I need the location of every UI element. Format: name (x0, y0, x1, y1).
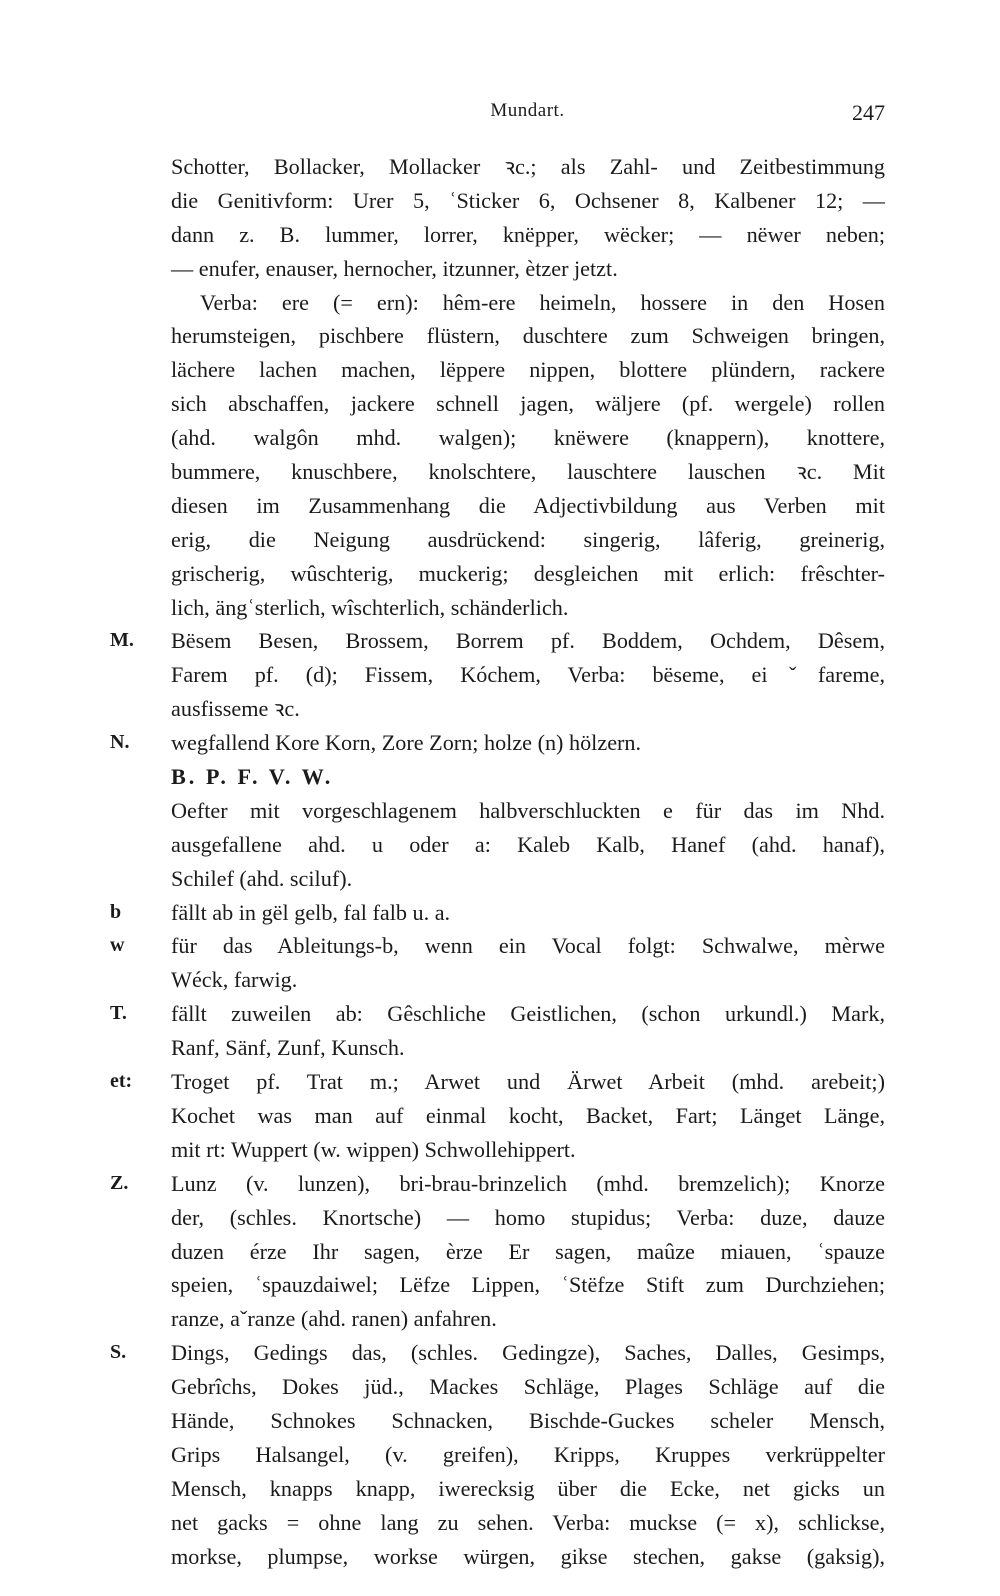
line-text: Troget pf. Trat m.; Arwet und Ärwet Arbeit (mhd. arebeit;) (171, 1069, 885, 1095)
line-text: B. P. F. V. W. (171, 764, 334, 790)
text-line (0, 353, 1000, 387)
section-marker: w (110, 934, 125, 957)
text-line (0, 286, 1000, 320)
line-text: die Genitivform: Urer 5, ʿSticker 6, Ochsener 8, Kalbener 12; — (171, 187, 885, 213)
line-text: speien, ʿspauzdaiwel; Lëfze Lippen, ʿStëfze Stift zum Durchziehen; (171, 1272, 885, 1298)
text-line (0, 1438, 1000, 1472)
text-line (0, 591, 1000, 625)
text-line (0, 828, 1000, 862)
text-line (0, 658, 1000, 692)
line-text: fällt zuweilen ab: Gêschliche Geistlichen, (schon urkundl.) Mark, (171, 1001, 885, 1027)
text-line (0, 624, 1000, 658)
section-marker: Z. (110, 1171, 129, 1194)
line-text: — enufer, enauser, hernocher, itzunner, ètzer jetzt. (171, 255, 618, 281)
text-line (0, 252, 1000, 286)
text-line (0, 929, 1000, 963)
text-line (0, 692, 1000, 726)
text-line (0, 726, 1000, 760)
text-line (0, 557, 1000, 591)
text-line (0, 421, 1000, 455)
text-line (0, 760, 1000, 794)
text-line (0, 1065, 1000, 1099)
line-text: Verba: ere (= ern): hêm-ere heimeln, hossere in den Hosen (200, 289, 885, 315)
text-line (0, 150, 1000, 184)
text-line (0, 218, 1000, 252)
line-text: lächere lachen machen, lëppere nippen, blottere plündern, rackere (171, 357, 885, 383)
line-text: ranze, aˇranze (ahd. ranen) anfahren. (171, 1306, 497, 1332)
section-marker: M. (110, 629, 134, 652)
line-text: duzen érze Ihr sagen, èrze Er sagen, maûze miauen, ʿspauze (171, 1238, 885, 1264)
text-line (0, 963, 1000, 997)
text-line (0, 387, 1000, 421)
section-marker: N. (110, 731, 130, 754)
line-text: Kochet was man auf einmal kocht, Backet, Fart; Länget Länge, (171, 1102, 885, 1128)
line-text: Dings, Gedings das, (schles. Gedingze), Saches, Dalles, Gesimps, (171, 1340, 885, 1366)
text-line (0, 1540, 1000, 1574)
text-line (0, 1235, 1000, 1269)
page-header (170, 100, 885, 130)
text-line (0, 319, 1000, 353)
text-line (0, 1506, 1000, 1540)
text-line (0, 794, 1000, 828)
text-line (0, 997, 1000, 1031)
line-text: Hände, Schnokes Schnacken, Bischde-Guckes scheler Mensch, (171, 1407, 885, 1433)
text-line (0, 1302, 1000, 1336)
line-text: Schotter, Bollacker, Mollacker ꝛc.; als Zahl- und Zeitbestimmung (171, 154, 885, 179)
text-line (0, 1336, 1000, 1370)
line-text: grischerig, wûschterig, muckerig; desgleichen mit erlich: frêschter- (171, 560, 885, 586)
page-number: 247 (852, 100, 885, 125)
text-line (0, 1370, 1000, 1404)
line-text: ausfisseme ꝛc. (171, 696, 300, 722)
running-head: Mundart. (490, 100, 565, 121)
text-line (0, 455, 1000, 489)
line-text: sich abschaffen, jackere schnell jagen, wäljere (pf. wergele) rollen (171, 391, 885, 417)
line-text: Oefter mit vorgeschlagenem halbverschluckten e für das im Nhd. (171, 797, 885, 823)
line-text: net gacks = ohne lang zu sehen. Verba: muckse (= x), schlickse, (171, 1509, 885, 1535)
line-text: Ranf, Sänf, Zunf, Kunsch. (171, 1035, 405, 1061)
text-line (0, 862, 1000, 896)
line-text: morkse, plumpse, workse würgen, gikse stechen, gakse (gaksig), (171, 1543, 885, 1569)
text-line (0, 1201, 1000, 1235)
text-line (0, 489, 1000, 523)
line-text: Schilef (ahd. sciluf). (171, 865, 353, 891)
line-text: erig, die Neigung ausdrückend: singerig, lâferig, greinerig, (171, 526, 885, 552)
line-text: der, (schles. Knortsche) — homo stupidus; Verba: duze, dauze (171, 1204, 885, 1230)
line-text: Lunz (v. lunzen), bri-brau-brinzelich (mhd. bremzelich); Knorze (171, 1170, 885, 1196)
line-text: Gebrîchs, Dokes jüd., Mackes Schläge, Plages Schläge auf die (171, 1374, 885, 1400)
line-text: diesen im Zusammenhang die Adjectivbildung aus Verben mit (171, 492, 885, 518)
line-text: fällt ab in gël gelb, fal falb u. a. (171, 899, 451, 925)
section-marker: T. (110, 1002, 127, 1025)
text-line (0, 523, 1000, 557)
text-line (0, 1031, 1000, 1065)
line-text: für das Ableitungs-b, wenn ein Vocal folgt: Schwalwe, mèrwe (171, 933, 885, 959)
text-line (0, 184, 1000, 218)
text-line (0, 1167, 1000, 1201)
line-text: Farem pf. (d); Fissem, Kóchem, Verba: bëseme, eiˇfareme, (171, 662, 885, 688)
line-text: (ahd. walgôn mhd. walgen); knëwere (knappern), knottere, (171, 425, 885, 451)
line-text: Grips Halsangel, (v. greifen), Kripps, Kruppes verkrüppelter (171, 1441, 885, 1467)
line-text: bummere, knuschbere, knolschtere, lauschtere lauschen ꝛc. Mit (171, 459, 885, 485)
text-line (0, 1472, 1000, 1506)
text-line (0, 1133, 1000, 1167)
text-line (0, 1404, 1000, 1438)
text-line (0, 1268, 1000, 1302)
section-marker: et: (110, 1070, 133, 1093)
section-marker: S. (110, 1341, 127, 1364)
line-text: wegfallend Kore Korn, Zore Zorn; holze (n) hölzern. (171, 730, 642, 756)
line-text: ausgefallene ahd. u oder a: Kaleb Kalb, Hanef (ahd. hanaf), (171, 831, 885, 857)
text-line (0, 1099, 1000, 1133)
line-text: dann z. B. lummer, lorrer, knëpper, wëcker; — nëwer neben; (171, 221, 885, 247)
body-text (0, 150, 1000, 1573)
line-text: Wéck, farwig. (171, 967, 298, 993)
line-text: Bësem Besen, Brossem, Borrem pf. Boddem, Ochdem, Dêsem, (171, 628, 885, 654)
section-marker: b (110, 900, 122, 923)
line-text: Mensch, knapps knapp, iwerecksig über die Ecke, net gicks un (171, 1475, 885, 1501)
line-text: mit rt: Wuppert (w. wippen) Schwollehippert. (171, 1136, 576, 1162)
line-text: lich, ängʿsterlich, wîschterlich, schänderlich. (171, 594, 569, 620)
line-text: herumsteigen, pischbere flüstern, duschtere zum Schweigen bringen, (171, 323, 885, 349)
text-line (0, 896, 1000, 930)
